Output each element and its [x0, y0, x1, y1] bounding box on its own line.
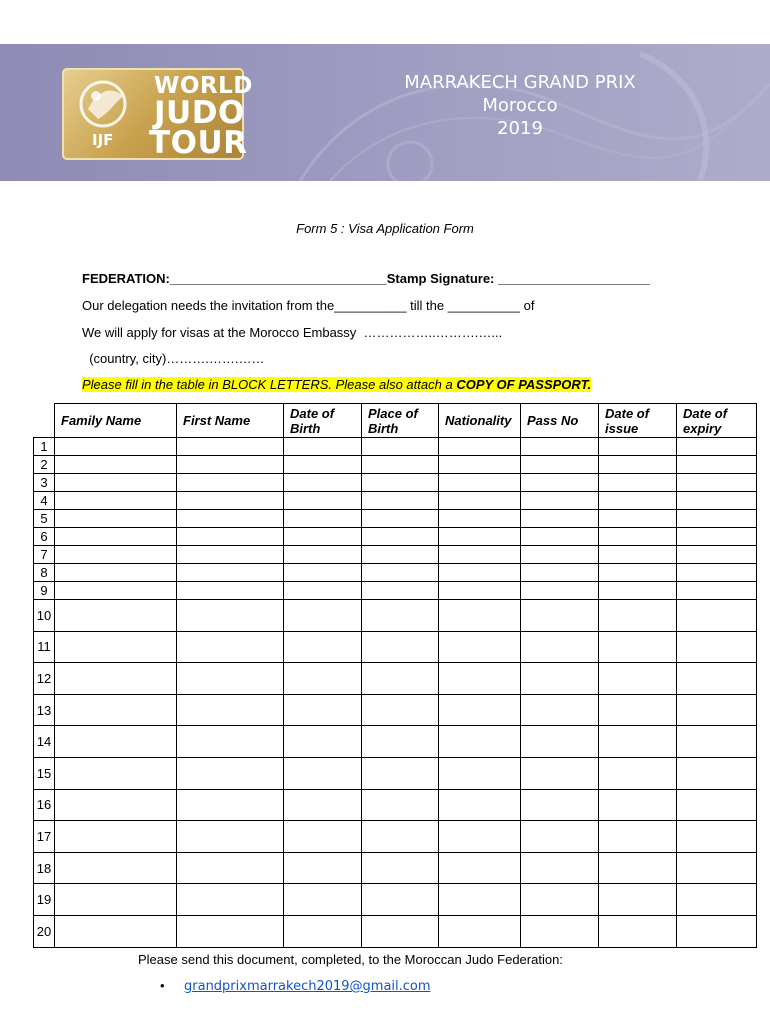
table-cell[interactable] [439, 546, 521, 564]
table-row [34, 492, 757, 510]
table-cell[interactable] [521, 694, 599, 726]
table-cell[interactable] [55, 438, 177, 456]
event-year: 2019 [497, 118, 543, 139]
table-cell[interactable] [55, 474, 177, 492]
table-row [34, 663, 757, 695]
table-cell[interactable] [521, 438, 599, 456]
table-cell[interactable] [284, 884, 362, 916]
email-bullet: • [160, 978, 165, 993]
table-row [34, 852, 757, 884]
header-date-of-birth: Date of Birth [284, 404, 362, 438]
table-cell[interactable] [439, 528, 521, 546]
table-cell[interactable] [284, 726, 362, 758]
header-banner [0, 44, 770, 181]
table-row [34, 789, 757, 821]
table-cell[interactable] [599, 474, 677, 492]
row-number: 13 [34, 694, 55, 726]
table-cell[interactable] [362, 474, 439, 492]
table-cell[interactable] [521, 528, 599, 546]
table-cell[interactable] [362, 492, 439, 510]
table-cell[interactable] [362, 600, 439, 632]
table-cell[interactable] [284, 456, 362, 474]
table-cell[interactable] [55, 564, 177, 582]
table-cell[interactable] [439, 492, 521, 510]
table-cell[interactable] [599, 492, 677, 510]
table-cell[interactable] [362, 438, 439, 456]
header-place-of-birth: Place of Birth [362, 404, 439, 438]
table-row [34, 600, 757, 632]
table-cell[interactable] [284, 663, 362, 695]
table-cell[interactable] [362, 456, 439, 474]
logo-tour-text: TOUR [149, 125, 248, 161]
table-cell[interactable] [521, 631, 599, 663]
table-cell[interactable] [599, 510, 677, 528]
table-row [34, 631, 757, 663]
table-cell[interactable] [439, 438, 521, 456]
instruction-text: Please fill in the table in BLOCK LETTERS. Please also attach a [82, 377, 457, 392]
table-cell[interactable] [284, 789, 362, 821]
table-row [34, 757, 757, 789]
table-cell[interactable] [521, 510, 599, 528]
row-number: 8 [34, 564, 55, 582]
table-cell[interactable] [439, 663, 521, 695]
table-cell[interactable] [677, 663, 757, 695]
table-cell[interactable] [284, 631, 362, 663]
table-cell[interactable] [284, 546, 362, 564]
row-number: 20 [34, 915, 55, 947]
table-cell[interactable] [599, 582, 677, 600]
table-row [34, 456, 757, 474]
table-row [34, 474, 757, 492]
table-cell[interactable] [284, 438, 362, 456]
table-row [34, 510, 757, 528]
world-judo-tour-logo [62, 68, 253, 161]
table-cell[interactable] [521, 600, 599, 632]
table-cell[interactable] [439, 852, 521, 884]
row-number: 4 [34, 492, 55, 510]
table-cell[interactable] [599, 600, 677, 632]
table-cell[interactable] [55, 694, 177, 726]
table-row [34, 694, 757, 726]
table-cell[interactable] [439, 694, 521, 726]
table-cell[interactable] [55, 789, 177, 821]
table-cell[interactable] [439, 757, 521, 789]
table-cell[interactable] [177, 510, 284, 528]
table-cell[interactable] [362, 528, 439, 546]
table-cell[interactable] [362, 726, 439, 758]
row-number: 12 [34, 663, 55, 695]
table-cell[interactable] [521, 474, 599, 492]
table-cell[interactable] [55, 631, 177, 663]
table-cell[interactable] [284, 510, 362, 528]
table-cell[interactable] [284, 694, 362, 726]
table-cell[interactable] [284, 474, 362, 492]
table-row [34, 726, 757, 758]
header-date-of-expiry: Date of expiry [677, 404, 757, 438]
logo-world-text: WORLD [154, 73, 253, 99]
table-cell[interactable] [439, 474, 521, 492]
table-cell[interactable] [677, 884, 757, 916]
event-country: Morocco [482, 95, 558, 116]
header-nationality: Nationality [439, 404, 521, 438]
table-row [34, 438, 757, 456]
table-cell[interactable] [677, 600, 757, 632]
row-number: 11 [34, 631, 55, 663]
row-number: 10 [34, 600, 55, 632]
table-cell[interactable] [177, 492, 284, 510]
table-cell[interactable] [521, 915, 599, 947]
instruction-bold-text: COPY OF PASSPORT. [456, 377, 592, 392]
email-item [184, 978, 431, 994]
table-cell[interactable] [677, 528, 757, 546]
table-cell[interactable] [177, 884, 284, 916]
table-row [34, 564, 757, 582]
table-row [34, 528, 757, 546]
table-cell[interactable] [677, 631, 757, 663]
federation-line: FEDERATION:______________________________Stamp Signature: _____________________ [82, 271, 650, 286]
table-cell[interactable] [439, 884, 521, 916]
table-cell[interactable] [55, 510, 177, 528]
table-cell[interactable] [439, 789, 521, 821]
table-cell[interactable] [677, 757, 757, 789]
table-cell[interactable] [55, 663, 177, 695]
table-cell[interactable] [599, 915, 677, 947]
table-cell[interactable] [599, 852, 677, 884]
table-cell[interactable] [599, 546, 677, 564]
table-cell[interactable] [55, 726, 177, 758]
logo-judo-text: JUDO [154, 95, 245, 131]
table-cell[interactable] [362, 884, 439, 916]
table-cell[interactable] [521, 582, 599, 600]
table-cell[interactable] [677, 582, 757, 600]
row-number: 16 [34, 789, 55, 821]
table-cell[interactable] [599, 757, 677, 789]
table-cell[interactable] [599, 438, 677, 456]
table-cell[interactable] [599, 663, 677, 695]
table-cell[interactable] [439, 915, 521, 947]
row-number: 19 [34, 884, 55, 916]
table-cell[interactable] [521, 884, 599, 916]
table-row [34, 582, 757, 600]
table-cell[interactable] [284, 528, 362, 546]
table-cell[interactable] [177, 852, 284, 884]
table-cell[interactable] [521, 492, 599, 510]
table-cell[interactable] [177, 663, 284, 695]
header-family-name: Family Name [55, 404, 177, 438]
table-body [34, 438, 757, 948]
country-city-line: (country, city)……….…….…… [82, 351, 265, 366]
table-cell[interactable] [362, 852, 439, 884]
table-cell[interactable] [284, 915, 362, 947]
table-cell[interactable] [439, 631, 521, 663]
table-cell[interactable] [362, 694, 439, 726]
table-cell[interactable] [521, 564, 599, 582]
table-cell[interactable] [521, 726, 599, 758]
table-cell[interactable] [284, 564, 362, 582]
table-cell[interactable] [521, 852, 599, 884]
table-cell[interactable] [362, 757, 439, 789]
table-cell[interactable] [439, 564, 521, 582]
table-cell[interactable] [599, 528, 677, 546]
table-cell[interactable] [599, 631, 677, 663]
table-cell[interactable] [55, 600, 177, 632]
table-cell[interactable] [177, 694, 284, 726]
table-cell[interactable] [599, 694, 677, 726]
table-cell[interactable] [55, 915, 177, 947]
table-cell[interactable] [362, 546, 439, 564]
table-cell[interactable] [362, 510, 439, 528]
table-cell[interactable] [599, 564, 677, 582]
table-cell[interactable] [599, 821, 677, 853]
judo-emblem-icon [68, 74, 148, 134]
send-instructions: Please send this document, completed, to the Moroccan Judo Federation: [138, 952, 563, 967]
row-number: 9 [34, 582, 55, 600]
table-cell[interactable] [177, 915, 284, 947]
table-cell[interactable] [177, 456, 284, 474]
table-cell[interactable] [599, 884, 677, 916]
row-number: 18 [34, 852, 55, 884]
table-cell[interactable] [677, 474, 757, 492]
table-cell[interactable] [521, 546, 599, 564]
row-number: 17 [34, 821, 55, 853]
embassy-line: We will apply for visas at the Morocco Embassy ……………..……….…... [82, 325, 503, 340]
table-cell[interactable] [177, 757, 284, 789]
table-cell[interactable] [284, 852, 362, 884]
row-number: 3 [34, 474, 55, 492]
table-cell[interactable] [55, 821, 177, 853]
table-cell[interactable] [439, 821, 521, 853]
table-cell[interactable] [177, 821, 284, 853]
table-cell[interactable] [284, 492, 362, 510]
table-cell[interactable] [177, 582, 284, 600]
table-cell[interactable] [677, 852, 757, 884]
table-cell[interactable] [521, 789, 599, 821]
table-cell[interactable] [521, 663, 599, 695]
table-cell[interactable] [177, 631, 284, 663]
header-corner [34, 404, 55, 438]
row-number: 1 [34, 438, 55, 456]
table-cell[interactable] [362, 789, 439, 821]
table-cell[interactable] [55, 546, 177, 564]
header-first-name: First Name [177, 404, 284, 438]
table-cell[interactable] [599, 456, 677, 474]
table-cell[interactable] [362, 564, 439, 582]
table-cell[interactable] [177, 789, 284, 821]
table-cell[interactable] [677, 546, 757, 564]
row-number: 14 [34, 726, 55, 758]
table-cell[interactable] [177, 474, 284, 492]
table-cell[interactable] [521, 821, 599, 853]
table-cell[interactable] [55, 456, 177, 474]
table-cell[interactable] [284, 600, 362, 632]
table-cell[interactable] [599, 789, 677, 821]
table-cell[interactable] [284, 582, 362, 600]
instruction-line [82, 377, 591, 392]
table-cell[interactable] [677, 438, 757, 456]
table-cell[interactable] [55, 492, 177, 510]
table-cell[interactable] [677, 694, 757, 726]
table-header-row [34, 404, 757, 438]
table-cell[interactable] [177, 564, 284, 582]
table-cell[interactable] [55, 582, 177, 600]
table-row [34, 884, 757, 916]
table-cell[interactable] [677, 821, 757, 853]
table-row [34, 821, 757, 853]
table-cell[interactable] [677, 510, 757, 528]
email-link[interactable]: grandprixmarrakech2019@gmail.com [184, 979, 431, 994]
table-cell[interactable] [362, 821, 439, 853]
table-cell[interactable] [55, 884, 177, 916]
table-cell[interactable] [177, 726, 284, 758]
table-cell[interactable] [284, 821, 362, 853]
table-cell[interactable] [177, 546, 284, 564]
table-cell[interactable] [521, 757, 599, 789]
table-cell[interactable] [677, 915, 757, 947]
row-number: 6 [34, 528, 55, 546]
invitation-line: Our delegation needs the invitation from the__________ till the __________ of [82, 298, 535, 313]
table-cell[interactable] [55, 852, 177, 884]
table-row [34, 546, 757, 564]
table-cell[interactable] [362, 915, 439, 947]
table-cell[interactable] [362, 631, 439, 663]
table-cell[interactable] [177, 438, 284, 456]
row-number: 5 [34, 510, 55, 528]
table-cell[interactable] [362, 582, 439, 600]
table-cell[interactable] [362, 663, 439, 695]
table-cell[interactable] [439, 510, 521, 528]
table-cell[interactable] [521, 456, 599, 474]
table-cell[interactable] [55, 757, 177, 789]
banner-title [370, 71, 670, 140]
table-cell[interactable] [284, 757, 362, 789]
table-cell[interactable] [439, 582, 521, 600]
table-cell[interactable] [677, 789, 757, 821]
row-number: 2 [34, 456, 55, 474]
event-name: MARRAKECH GRAND PRIX [404, 72, 636, 93]
header-pass-no: Pass No [521, 404, 599, 438]
form-title: Form 5 : Visa Application Form [296, 221, 474, 236]
logo-ijf-text: IJF [92, 131, 114, 149]
table-cell[interactable] [599, 726, 677, 758]
row-number: 15 [34, 757, 55, 789]
row-number: 7 [34, 546, 55, 564]
table-cell[interactable] [677, 726, 757, 758]
table-cell[interactable] [55, 528, 177, 546]
header-date-of-issue: Date of issue [599, 404, 677, 438]
table-cell[interactable] [439, 456, 521, 474]
table-cell[interactable] [677, 492, 757, 510]
visa-applicants-table [33, 403, 757, 948]
table-cell[interactable] [177, 600, 284, 632]
table-cell[interactable] [677, 456, 757, 474]
table-cell[interactable] [439, 726, 521, 758]
table-cell[interactable] [439, 600, 521, 632]
table-cell[interactable] [177, 528, 284, 546]
table-cell[interactable] [677, 564, 757, 582]
table-row [34, 915, 757, 947]
